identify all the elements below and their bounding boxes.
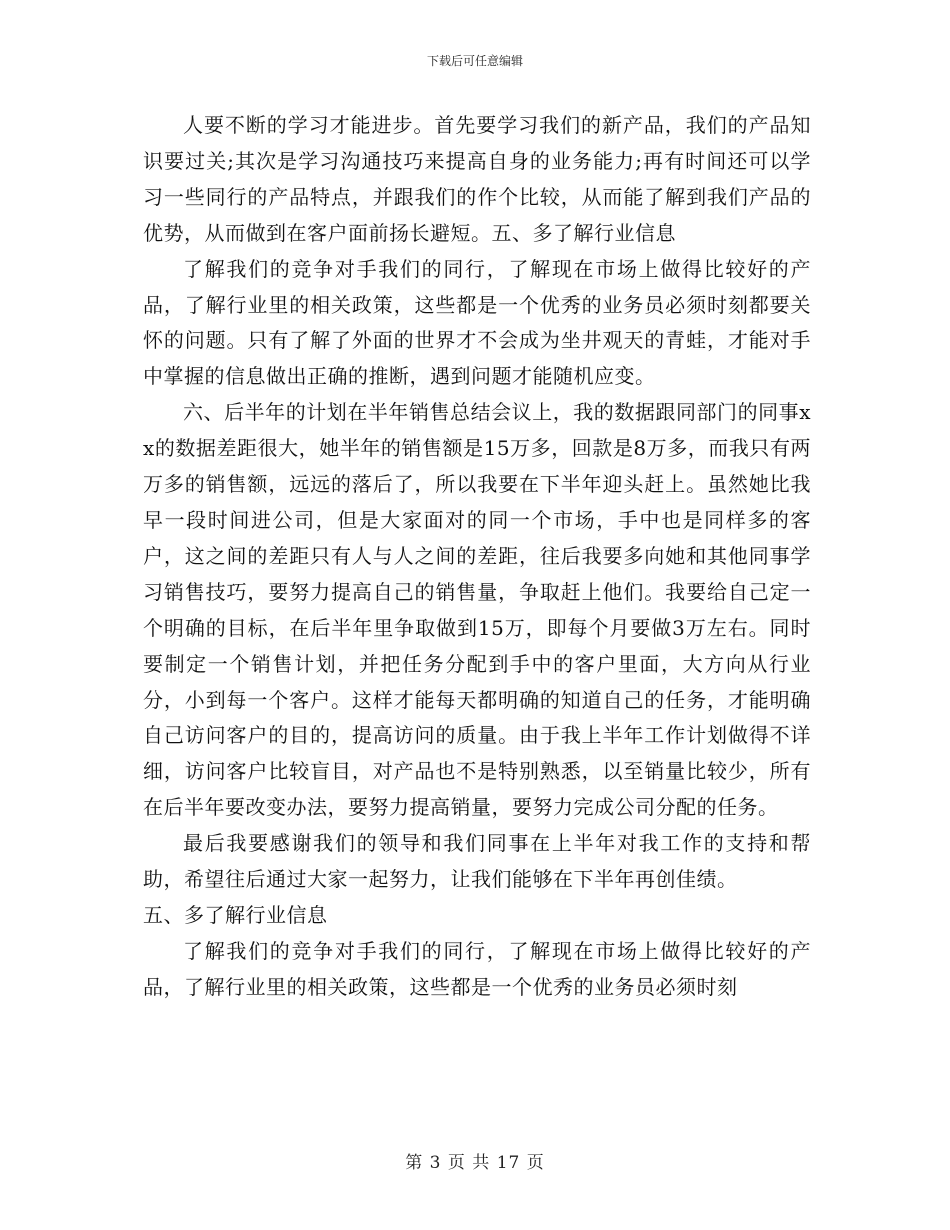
paragraph-competitors-repeat: 了解我们的竞争对手我们的同行，了解现在市场上做得比较好的产品，了解行业里的相关政策，这些都是一个优秀的业务员必须时刻 (143, 938, 811, 999)
paragraph-second-half-plan: 六、后半年的计划在半年销售总结会议上，我的数据跟同部门的同事xx的数据差距很大，她半年的销售额是15万多，回款是8万多，而我只有两万多的销售额，远远的落后了，所以我要在下半年迎头赶上。虽然她比我早一段时间进公司，但是大家面对的同一个市场，手中也是同样多的客户，这之间的差距只有人与人之间的差距，往后我要多向她和其他同事学习销售技巧，要努力提高自己的销售量，争取赶上他们。我要给自己定一个明确的目标，在后半年里争取做到15万，即每个月要做3万左右。同时要制定一个销售计划，并把任务分配到手中的客户里面，大方向从行业分，小到每一个客户。这样才能每天都明确的知道自己的任务，才能明确自己访问客户的目的，提高访问的质量。由于我上半年工作计划做得不详细，访问客户比较盲目，对产品也不是特别熟悉，以至销量比较少，所有在后半年要改变办法，要努力提高销量，要努力完成公司分配的任务。 (143, 400, 811, 820)
paragraph-competitors: 了解我们的竞争对手我们的同行，了解现在市场上做得比较好的产品，了解行业里的相关政策，这些都是一个优秀的业务员必须时刻都要关怀的问题。只有了解了外面的世界才不会成为坐井观天的青蛙，才能对手中掌握的信息做出正确的推断，遇到问题才能随机应变。 (143, 256, 811, 389)
section-heading-industry-info: 五、多了解行业信息 (143, 902, 328, 927)
page-header: 下载后可任意编辑 (426, 54, 523, 68)
document-body (143, 108, 811, 1006)
page-footer: 第 3 页 共 17 页 (405, 1153, 545, 1173)
paragraph-learning: 人要不断的学习才能进步。首先要学习我们的新产品，我们的产品知识要过关;其次是学习沟通技巧来提高自身的业务能力;再有时间还可以学习一些同行的产品特点，并跟我们的作个比较，从而能了解到我们产品的优势，从而做到在客户面前扬长避短。五、多了解行业信息 (143, 113, 811, 245)
paragraph-thanks: 最后我要感谢我们的领导和我们同事在上半年对我工作的支持和帮助，希望往后通过大家一起努力，让我们能够在下半年再创佳绩。 (143, 831, 811, 892)
